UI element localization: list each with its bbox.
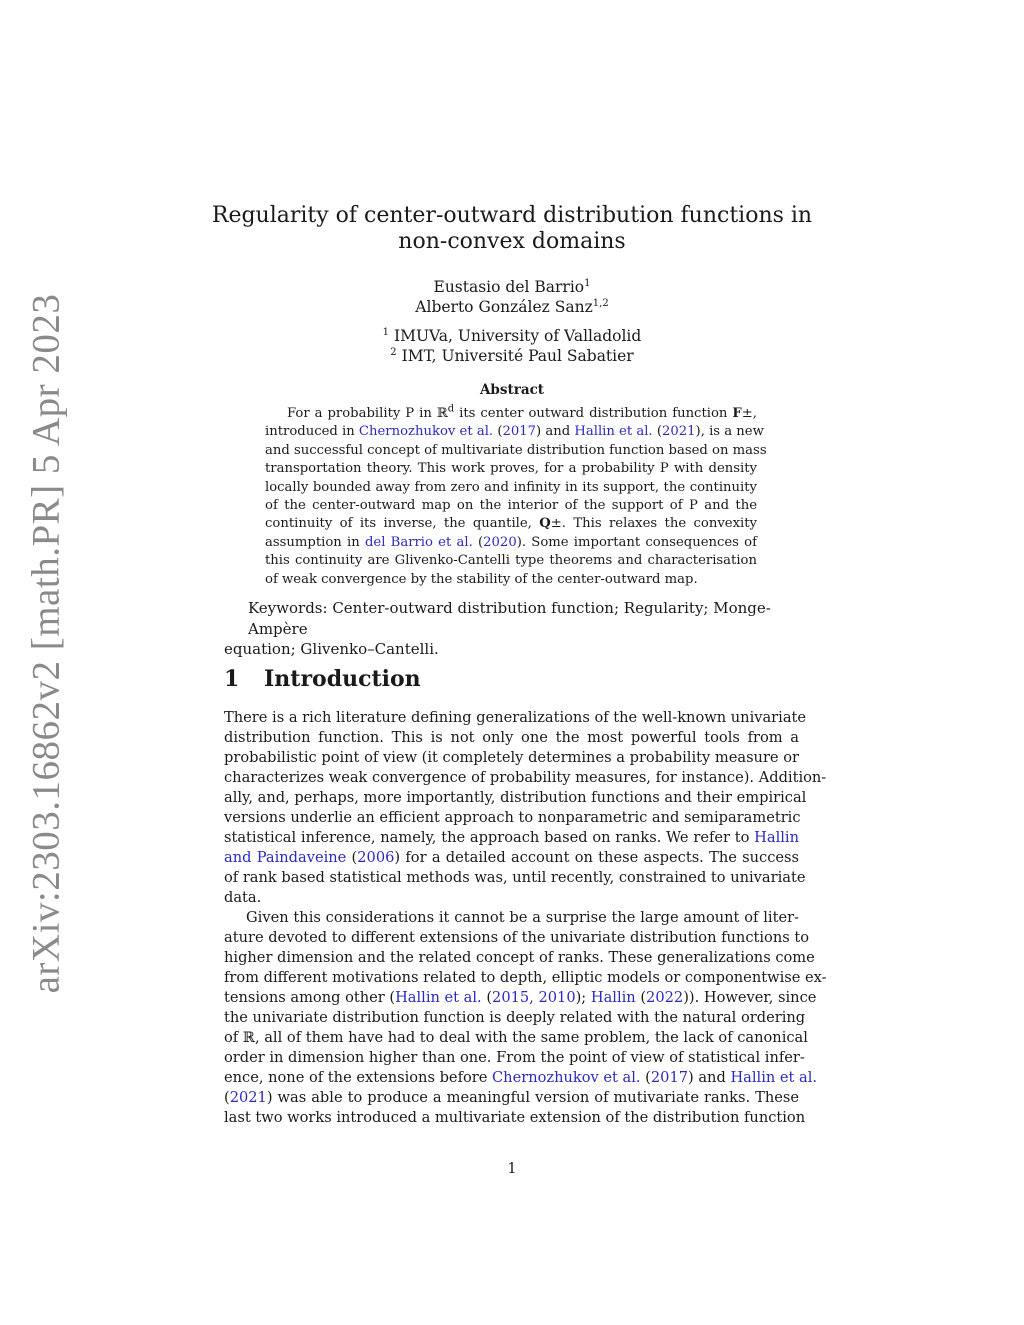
body-line: statistical inference, namely, the approach based on ranks. We refer to Hallin: [224, 829, 799, 846]
body-line: order in dimension higher than one. From the point of view of statistical infer-: [224, 1049, 805, 1066]
affiliation: $^1$ IMUVa, University of Valladolid: [382, 326, 642, 345]
body-line: the univariate distribution function is deeply related with the natural ordering: [224, 1009, 806, 1026]
citation-link[interactable]: 2021: [229, 1089, 267, 1106]
citation-link[interactable]: 2020: [483, 534, 517, 550]
body-line: ence, none of the extensions before Chernozhukov et al. (2017) and Hallin et al.: [224, 1069, 818, 1086]
title-line: non-convex domains: [398, 229, 626, 254]
citation-link[interactable]: Chernozhukov et al.: [492, 1069, 641, 1086]
body-line: distribution function. This is not only one the most powerful tools from a: [224, 729, 799, 746]
abstract-line: locally bounded away from zero and infinity in its support, the continuity: [265, 479, 757, 495]
citation-link[interactable]: 2006: [357, 849, 395, 866]
citation-link[interactable]: Hallin: [754, 829, 799, 846]
abstract-line: assumption in del Barrio et al. (2020). Some important consequences of: [265, 534, 757, 550]
keywords-line: Keywords: Center-outward distribution function; Regularity; Monge-Ampère: [248, 599, 771, 638]
citation-link[interactable]: Hallin et al.: [730, 1069, 818, 1086]
abstract-line: For a probability P in ℝ$^d$ its center outward distribution function F±,: [287, 403, 757, 421]
section-heading: [224, 666, 421, 692]
citation-link[interactable]: 2017: [502, 424, 537, 440]
page-number: 1: [507, 1161, 517, 1177]
title-line: Regularity of center-outward distribution functions in: [211, 203, 813, 228]
citation-link[interactable]: Hallin et al.: [574, 424, 653, 440]
body-line: Given this considerations it cannot be a surprise the large amount of liter-: [246, 909, 799, 926]
body-line: ature devoted to different extensions of the univariate distribution functions to: [224, 929, 809, 946]
abstract-line: of weak convergence by the stability of the center-outward map.: [265, 571, 698, 587]
citation-link[interactable]: Chernozhukov et al.: [358, 424, 494, 440]
affiliation: $^2$ IMT, Université Paul Sabatier: [390, 346, 634, 365]
body-line: probabilistic point of view (it completely determines a probability measure or: [224, 749, 799, 766]
section-number: 1: [224, 666, 240, 692]
author-list: [180, 277, 844, 317]
paper-title: [180, 203, 844, 255]
citation-link[interactable]: Hallin et al.: [395, 989, 482, 1006]
citation-link[interactable]: 2017: [650, 1069, 689, 1086]
keywords-line: equation; Glivenko–Cantelli.: [224, 640, 439, 658]
body-line: versions underlie an efficient approach to nonparametric and semiparametric: [224, 809, 801, 826]
abstract-heading: Abstract: [479, 382, 545, 398]
abstract-line: and successful concept of multivariate distribution function based on mass: [265, 442, 767, 458]
body-line: of rank based statistical methods was, until recently, constrained to univariate: [224, 869, 806, 886]
body-line: There is a rich literature defining generalizations of the well-known univariate: [224, 709, 807, 726]
bold-symbol: F: [732, 406, 742, 421]
affiliation-list: [180, 326, 844, 366]
abstract-line: this continuity are Glivenko-Cantelli type theorems and characterisation: [265, 553, 757, 569]
body-line: data.: [224, 889, 262, 906]
body-line: (2021) was able to produce a meaningful version of mutivariate ranks. These: [224, 1089, 799, 1106]
arxiv-identifier-stamp: [24, 293, 68, 993]
arxiv-identifier-text: arXiv:2303.16862v2 [math.PR] 5 Apr 2023: [24, 293, 68, 993]
author: Alberto González Sanz$^{1,2}$: [415, 297, 609, 316]
body-line: ally, and, perhaps, more importantly, distribution functions and their empirical: [224, 789, 807, 806]
citation-link[interactable]: 2015, 2010: [492, 989, 576, 1006]
abstract-line: continuity of its inverse, the quantile, Q±. This relaxes the convexity: [265, 516, 757, 532]
citation-link[interactable]: 2021: [661, 424, 696, 440]
abstract-body: [265, 403, 767, 589]
author: Eustasio del Barrio$^1$: [433, 277, 591, 296]
body-line: of ℝ, all of them have had to deal with the same problem, the lack of canonical: [224, 1029, 808, 1046]
body-line: and Paindaveine (2006) for a detailed account on these aspects. The success: [224, 849, 799, 866]
abstract-line: introduced in Chernozhukov et al. (2017) and Hallin et al. (2021), is a new: [265, 424, 764, 440]
body-line: higher dimension and the related concept of ranks. These generalizations come: [224, 949, 815, 966]
abstract-line: transportation theory. This work proves, for a probability P with density: [265, 461, 757, 477]
citation-link[interactable]: Hallin: [590, 989, 636, 1006]
keywords: [224, 598, 802, 660]
bold-symbol: Q: [539, 516, 551, 532]
body-line: tensions among other (Hallin et al. (2015, 2010); Hallin (2022)). However, since: [224, 989, 817, 1006]
citation-link[interactable]: del Barrio et al.: [364, 534, 473, 550]
citation-link[interactable]: 2022: [646, 989, 684, 1006]
abstract-line: of the center-outward map on the interior of the support of P and the: [265, 498, 757, 514]
superscript: d: [447, 403, 455, 415]
body-line: characterizes weak convergence of probability measures, for instance). Addition-: [224, 769, 827, 786]
section-title: Introduction: [264, 666, 421, 692]
introduction-text: [224, 708, 827, 1128]
body-line: from different motivations related to depth, elliptic models or componentwise ex-: [224, 969, 827, 986]
body-line: last two works introduced a multivariate extension of the distribution function: [224, 1109, 806, 1126]
citation-link[interactable]: and Paindaveine: [224, 849, 347, 866]
